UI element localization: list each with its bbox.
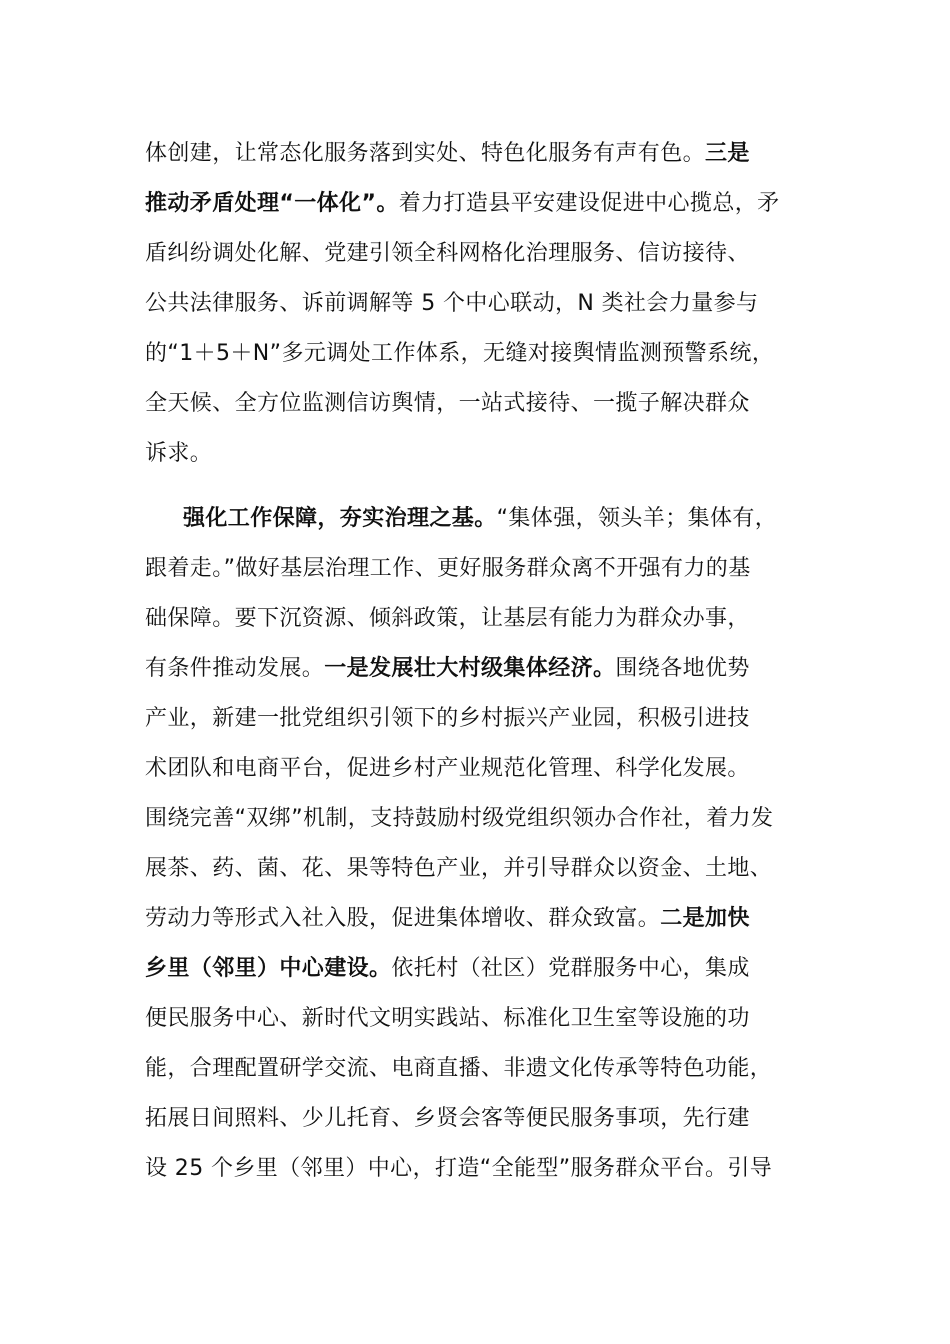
text-run: 公共法律服务、诉前调解等 5 个中心联动，N 类社会力量参与	[145, 291, 759, 316]
text-run: 着力打造县平安建设促进中心揽总，矛	[398, 191, 780, 216]
text-line	[145, 494, 833, 544]
text-run: 围绕完善“双绑”机制，支持鼓励村级党组织领办合作社，着力发	[145, 806, 774, 831]
text-run: 盾纠纷调处化解、党建引领全科网格化治理服务、信访接待、	[145, 241, 750, 266]
text-line	[145, 379, 833, 429]
paragraph-1	[145, 129, 833, 479]
text-run: 有条件推动发展。	[145, 656, 325, 681]
text-line	[145, 994, 833, 1044]
text-line	[145, 694, 833, 744]
text-run: 诉求。	[145, 441, 213, 466]
text-line	[145, 1144, 833, 1194]
text-line	[145, 944, 833, 994]
bold-heading-run: 强化工作保障，夯实治理之基。	[183, 506, 497, 531]
text-run: 能，合理配置研学交流、电商直播、非遗文化传承等特色功能，	[145, 1056, 773, 1081]
text-line	[145, 744, 833, 794]
text-run: 劳动力等形式入社入股，促进集体增收、群众致富。	[145, 906, 661, 931]
text-line	[145, 1044, 833, 1094]
text-run: 便民服务中心、新时代文明实践站、标准化卫生室等设施的功	[145, 1006, 750, 1031]
text-line	[145, 279, 833, 329]
text-run: 拓展日间照料、少儿托育、乡贤会客等便民服务事项，先行建	[145, 1106, 750, 1131]
text-line	[145, 844, 833, 894]
text-line	[145, 794, 833, 844]
text-run: 设 25 个乡里（邻里）中心，打造“全能型”服务群众平台。引导	[145, 1156, 773, 1181]
text-line	[145, 1094, 833, 1144]
text-line	[145, 179, 833, 229]
text-line	[145, 429, 833, 479]
document-body	[145, 129, 833, 1194]
text-run: 础保障。要下沉资源、倾斜政策，让基层有能力为群众办事，	[145, 606, 750, 631]
text-line	[145, 229, 833, 279]
text-line	[145, 594, 833, 644]
text-run: 依托村（社区）党群服务中心，集成	[391, 956, 750, 981]
text-run: 体创建，让常态化服务落到实处、特色化服务有声有色。	[145, 141, 706, 166]
text-run: 展茶、药、菌、花、果等特色产业，并引导群众以资金、土地、	[145, 856, 773, 881]
text-run: 围绕各地优势	[615, 656, 750, 681]
bold-heading-run: 二是加快	[660, 906, 750, 931]
text-run: 术团队和电商平台，促进乡村产业规范化管理、科学化发展。	[145, 756, 750, 781]
text-line	[145, 329, 833, 379]
text-run: 全天候、全方位监测信访舆情，一站式接待、一揽子解决群众	[145, 391, 750, 416]
text-run: 的“1＋5＋N”多元调处工作体系，无缝对接舆情监测预警系统，	[145, 341, 775, 366]
bold-heading-run: 乡里（邻里）中心建设。	[145, 956, 392, 981]
bold-heading-run: 推动矛盾处理“一体化”。	[145, 191, 399, 216]
bold-heading-run: 一是发展壮大村级集体经济。	[324, 656, 616, 681]
text-run: “集体强，领头羊；集体有，	[496, 506, 778, 531]
text-run: 跟着走。”做好基层治理工作、更好服务群众离不开强有力的基	[145, 556, 751, 581]
text-run: 产业，新建一批党组织引领下的乡村振兴产业园，积极引进技	[145, 706, 750, 731]
text-line	[145, 544, 833, 594]
text-line	[145, 129, 833, 179]
text-line	[145, 644, 833, 694]
bold-heading-run: 三是	[705, 141, 750, 166]
paragraph-2	[145, 494, 833, 1194]
text-line	[145, 894, 833, 944]
paragraph-spacer	[145, 479, 833, 494]
